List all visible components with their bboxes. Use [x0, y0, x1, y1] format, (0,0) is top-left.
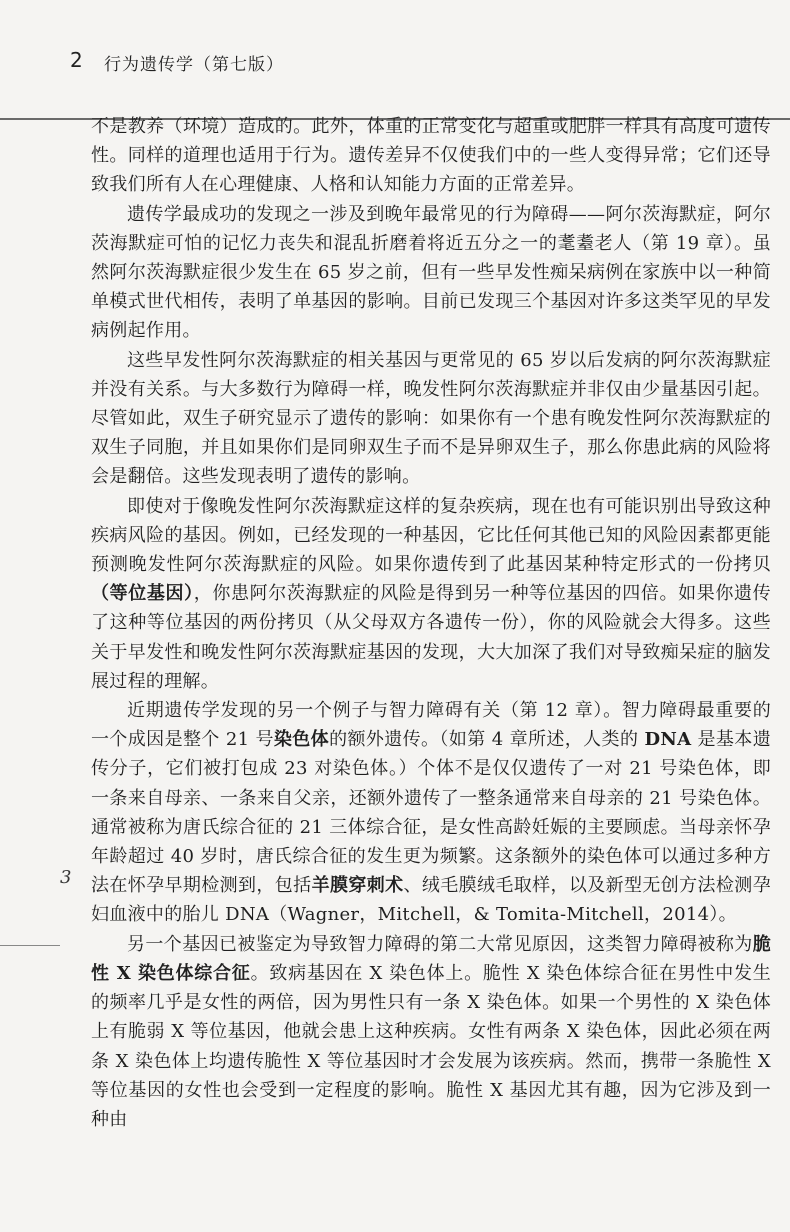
paragraph — [91, 112, 771, 200]
text-run: 即使对于像晚发性阿尔茨海默症这样的复杂疾病，现在也有可能识别出导致这种疾病风险的基因。例如，已经发现的一种基因，它比任何其他已知的风险因素都更能预测晚发性阿尔茨海默症的风险。如果你遗传到了此基因某种特定形式的一份拷贝 — [91, 495, 771, 576]
text-run: 、绒毛膜绒毛取样，以及新型无创方法检测孕妇血液中的胎儿 DNA（Wagner，Mitchell，& Tomita-Mitchell，2014）。 — [91, 875, 771, 926]
bold-term: 脆性 X 染色体综合征 — [91, 933, 771, 984]
text-run: 的额外遗传。（如第 4 章所述，人类的 — [329, 729, 645, 751]
bold-term: （等位基因） — [91, 583, 194, 605]
text-run: ，你患阿尔茨海默症的风险是得到另一种等位基因的四倍。如果你遗传了这种等位基因的两份拷贝（从父母双方各遗传一份），你的风险就会大得多。这些关于早发性和晚发性阿尔茨海默症基因的发现，大大加深了我们对导致痴呆症的脑发展过程的理解。 — [91, 583, 771, 692]
paragraph — [91, 492, 771, 696]
book-title: 行为遗传学（第七版） — [104, 55, 284, 75]
bold-term: 羊膜穿刺术 — [311, 875, 404, 897]
text-run: 是基本遗传分子，它们被打包成 23 对染色体。）个体不是仅仅遗传了一对 21 号染色体，即一条来自母亲、一条来自父亲，还额外遗传了一整条通常来自母亲的 21 号染色体。通常被称为唐氏综合征的 21 三体综合征，是女性高龄妊娠的主要顾虑。当母亲怀孕年龄超过 40 岁时，唐氏综合征的发生更为频繁。这条额外的染色体可以通过多种方法在怀孕早期检测到，包括 — [91, 729, 771, 897]
margin-reference-number: 3 — [60, 867, 72, 888]
bold-term: DNA — [644, 729, 692, 751]
paragraph — [91, 696, 771, 930]
text-run: 。致病基因在 X 染色体上。脆性 X 染色体综合征在男性中发生的频率几乎是女性的两倍，因为男性只有一条 X 染色体。如果一个男性的 X 染色体上有脆弱 X 等位基因，他就会患上这种疾病。女性有两条 X 染色体，因此必须在两条 X 染色体上均遗传脆性 X 等位基因时才会发展为该疾病。然而，携带一条脆性 X 等位基因的女性也会受到一定程度的影响。脆性 X 基因尤其有趣，因为它涉及到一种由 — [91, 962, 771, 1130]
margin-rule — [0, 945, 60, 946]
text-run: 这些早发性阿尔茨海默症的相关基因与更常见的 65 岁以后发病的阿尔茨海默症并没有关系。与大多数行为障碍一样，晚发性阿尔茨海默症并非仅由少量基因引起。尽管如此，双生子研究显示了遗传的影响：如果你有一个患有晚发性阿尔茨海默症的双生子同胞，并且如果你们是同卵双生子而不是异卵双生子，那么你患此病的风险将会是翻倍。这些发现表明了遗传的影响。 — [91, 349, 771, 488]
running-head — [0, 44, 790, 80]
page-number: 2 — [70, 48, 83, 72]
paragraph — [91, 346, 771, 492]
paragraph — [91, 930, 771, 1134]
bold-term: 染色体 — [273, 729, 330, 751]
text-run: 遗传学最成功的发现之一涉及到晚年最常见的行为障碍——阿尔茨海默症，阿尔茨海默症可怕的记忆力丧失和混乱折磨着将近五分之一的耄耋老人（第 19 章）。虽然阿尔茨海默症很少发生在 65 岁之前，但有一些早发性痴呆病例在家族中以一种简单模式世代相传，表明了单基因的影响。目前已发现三个基因对许多这类罕见的早发病例起作用。 — [91, 203, 771, 342]
body-text — [91, 112, 771, 1134]
text-run: 近期遗传学发现的另一个例子与智力障碍有关（第 12 章）。智力障碍最重要的一个成因是整个 21 号 — [91, 700, 771, 751]
text-run: 另一个基因已被鉴定为导致智力障碍的第二大常见原因，这类智力障碍被称为 — [127, 933, 753, 955]
text-run: 不是教养（环境）造成的。此外，体重的正常变化与超重或肥胖一样具有高度可遗传性。同样的道理也适用于行为。遗传差异不仅使我们中的一些人变得异常；它们还导致我们所有人在心理健康、人格和认知能力方面的正常差异。 — [91, 116, 771, 196]
paragraph — [91, 200, 771, 346]
